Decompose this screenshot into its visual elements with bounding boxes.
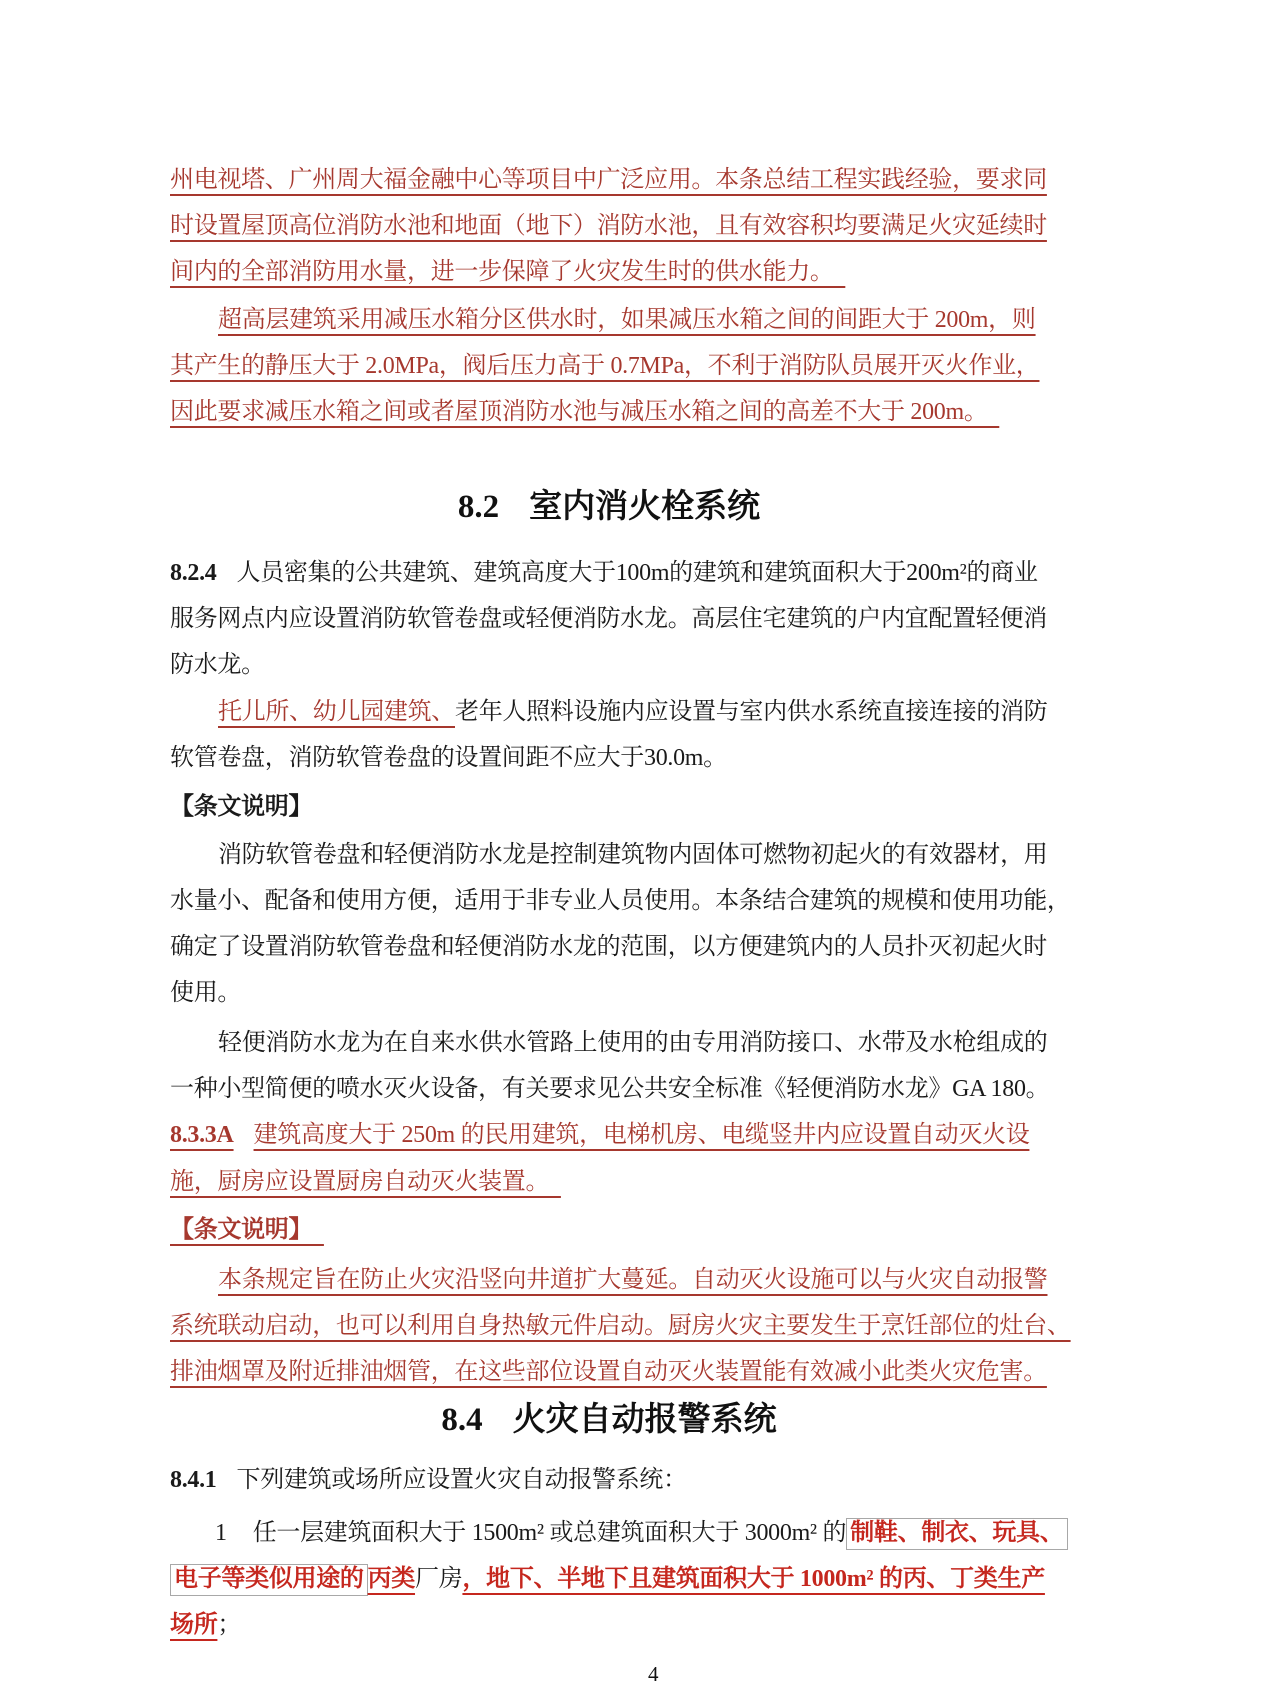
revision-text: 州电视塔、广州周大福金融中心等项目中广泛应用。本条总结工程实践经验，要求同 xyxy=(170,167,1047,193)
paragraph-line xyxy=(170,550,1048,596)
paragraph-line xyxy=(170,1207,1048,1253)
section-8-4-heading xyxy=(170,1396,1048,1444)
paragraph-line xyxy=(170,157,1048,203)
revision-text: 间内的全部消防用水量，进一步保障了火灾发生时的供水能力。 xyxy=(170,259,846,285)
carryover-paragraph xyxy=(170,157,1048,295)
nursery-paragraph xyxy=(170,689,1048,781)
highlighted-underlined-text: 场所 xyxy=(170,1612,218,1638)
paragraph-line xyxy=(170,878,1071,924)
paragraph-line xyxy=(170,1510,1064,1556)
item-text: 厂房 xyxy=(415,1566,463,1592)
commentary-text: 轻便消防水龙为在自来水供水管路上使用的由专用消防接口、水带及水枪组成的 xyxy=(218,1030,1048,1056)
section-title: 室内消火栓系统 xyxy=(529,489,761,525)
page-number: 4 xyxy=(648,1662,659,1686)
revision-text: 托儿所、幼儿园建筑、 xyxy=(218,699,455,725)
paragraph-line xyxy=(170,596,1048,642)
clause-text: 软管卷盘，消防软管卷盘的设置间距不应大于30.0m。 xyxy=(170,745,727,771)
list-item-1 xyxy=(170,1510,1064,1648)
highlighted-underlined-text: 丙类 xyxy=(367,1566,416,1592)
clause-text: 防水龙。 xyxy=(170,652,265,678)
paragraph-line xyxy=(170,1457,1048,1503)
clause-text: 下列建筑或场所应设置火灾自动报警系统： xyxy=(236,1467,687,1493)
paragraph-line xyxy=(170,642,1048,688)
paragraph-line xyxy=(170,203,1048,249)
paragraph-line xyxy=(170,689,1048,735)
paragraph-line xyxy=(170,832,1048,878)
revision-text: 时设置屋顶高位消防水池和地面（地下）消防水池，且有效容积均要满足火灾延续时 xyxy=(170,213,1047,239)
paragraph-line xyxy=(170,1020,1048,1066)
commentary-label-text: 【条文说明】 xyxy=(170,794,313,820)
commentary-paragraph-3 xyxy=(170,1257,1071,1395)
paragraph-line xyxy=(170,1556,1048,1602)
revision-text: 其产生的静压大于 2.0MPa，阀后压力高于 0.7MPa，不利于消防队员展开灭火作业， xyxy=(170,353,1040,379)
commentary-label-text: 【条文说明】 xyxy=(170,1217,324,1243)
clause-number: 8.3.3A xyxy=(170,1122,234,1148)
revision-text: 施，厨房应设置厨房自动灭火装置。 xyxy=(170,1169,561,1195)
revision-text: 超高层建筑采用减压水箱分区供水时，如果减压水箱之间的间距大于 200m，则 xyxy=(218,307,1036,333)
commentary-paragraph-1 xyxy=(170,832,1071,1016)
revision-text: 因此要求减压水箱之间或者屋顶消防水池与减压水箱之间的高差不大于 200m。 xyxy=(170,399,1000,425)
paragraph-line xyxy=(170,1112,1048,1159)
paragraph-line xyxy=(170,1257,1048,1303)
clause-text: 老年人照料设施内应设置与室内供水系统直接连接的消防 xyxy=(455,699,1048,725)
paragraph-line xyxy=(170,1602,1048,1648)
paragraph-line xyxy=(170,970,1048,1016)
revision-text: 本条规定旨在防止火灾沿竖向井道扩大蔓延。自动灭火设施可以与火灾自动报警 xyxy=(218,1267,1048,1293)
item-text: ； xyxy=(217,1612,242,1638)
section-title: 火灾自动报警系统 xyxy=(512,1402,777,1438)
clause-8-3-3A xyxy=(170,1112,1048,1206)
commentary-paragraph-2 xyxy=(170,1020,1048,1112)
commentary-text: 消防软管卷盘和轻便消防水龙是控制建筑物内固体可燃物初起火的有效器材，用 xyxy=(218,842,1048,868)
pressure-tank-paragraph xyxy=(170,297,1048,435)
clause-8-2-4 xyxy=(170,550,1048,688)
item-number: 1 xyxy=(215,1520,227,1546)
commentary-label-red xyxy=(170,1207,1048,1253)
section-8-2-heading xyxy=(170,483,1048,531)
paragraph-line xyxy=(170,784,1048,830)
clause-number: 8.4.1 xyxy=(170,1467,217,1493)
section-number: 8.2 xyxy=(457,489,500,525)
clause-number: 8.2.4 xyxy=(170,560,217,586)
clause-text: 服务网点内应设置消防软管卷盘或轻便消防水龙。高层住宅建筑的户内宜配置轻便消 xyxy=(170,606,1047,632)
paragraph-line xyxy=(170,1159,1048,1206)
commentary-text: 确定了设置消防软管卷盘和轻便消防水龙的范围，以方便建筑内的人员扑灭初起火时 xyxy=(170,934,1047,960)
paragraph-line xyxy=(170,1066,1048,1112)
clause-text: 人员密集的公共建筑、建筑高度大于100m的建筑和建筑面积大于200m²的商业 xyxy=(236,560,1038,586)
highlighted-underlined-text: ，地下、半地下且建筑面积大于 1000m² 的丙、丁类生产 xyxy=(462,1566,1045,1592)
item-text: 任一层建筑面积大于 1500m² 或总建筑面积大于 3000m² 的 xyxy=(252,1520,847,1546)
paragraph-line xyxy=(170,735,1048,781)
highlighted-boxed-text: 制鞋、制衣、玩具、 xyxy=(846,1518,1067,1550)
paragraph-line xyxy=(170,389,1048,435)
commentary-text: 一种小型简便的喷水灭火设备，有关要求见公共安全标准《轻便消防水龙》GA 180。 xyxy=(170,1076,1050,1102)
commentary-text: 使用。 xyxy=(170,980,242,1006)
paragraph-line xyxy=(170,1349,1048,1395)
clause-8-4-1 xyxy=(170,1457,1048,1503)
commentary-text: 水量小、配备和使用方便，适用于非专业人员使用。本条结合建筑的规模和使用功能， xyxy=(170,888,1071,914)
revision-text: 建筑高度大于 250m 的民用建筑，电梯机房、电缆竖井内应设置自动灭火设 xyxy=(253,1122,1030,1148)
revision-text: 排油烟罩及附近排油烟管，在这些部位设置自动灭火装置能有效减小此类火灾危害。 xyxy=(170,1359,1047,1385)
paragraph-line xyxy=(170,297,1048,343)
highlighted-boxed-text: 电子等类似用途的 xyxy=(170,1564,368,1596)
paragraph-line xyxy=(170,343,1048,389)
paragraph-line xyxy=(170,1303,1071,1349)
commentary-label xyxy=(170,784,1048,830)
revision-text: 系统联动启动，也可以利用自身热敏元件启动。厨房火灾主要发生于烹饪部位的灶台、 xyxy=(170,1313,1071,1339)
section-number: 8.4 xyxy=(441,1402,483,1438)
paragraph-line xyxy=(170,249,1048,295)
paragraph-line xyxy=(170,924,1048,970)
